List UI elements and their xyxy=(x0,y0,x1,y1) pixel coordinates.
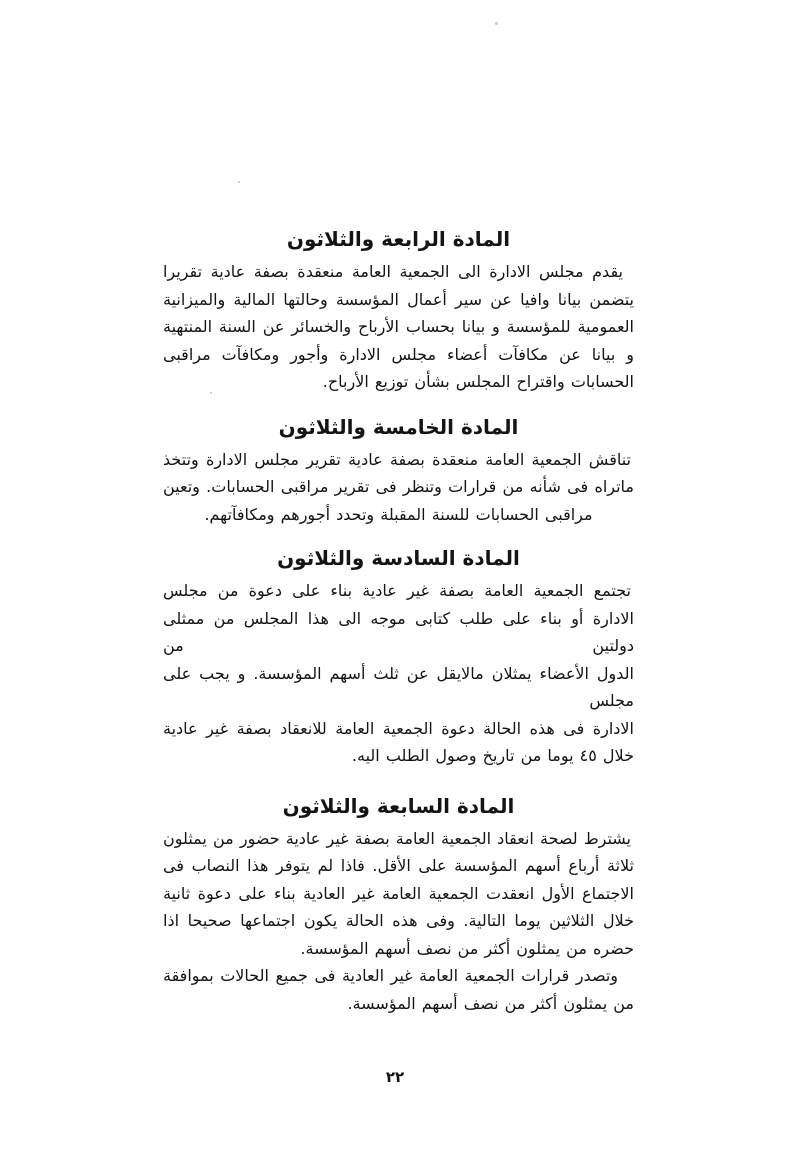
text-line: خلال الثلاثين يوما التالية. وفى هذه الحالة يكون اجتماعها صحيحا اذا xyxy=(163,911,634,930)
text-line: تناقش الجمعية العامة منعقدة بصفة عادية تقرير مجلس الادارة وتتخذ xyxy=(163,449,631,469)
article-37-paragraph-1 xyxy=(163,825,634,963)
article-35-paragraph xyxy=(163,446,634,529)
article-section-35 xyxy=(163,412,634,529)
text-line: يشترط لصحة انعقاد الجمعية العامة بصفة غير عادية حضور من يمثلون xyxy=(163,828,631,848)
text-line: الحسابات واقتراح المجلس بشأن توزيع الأرباح. xyxy=(322,372,634,391)
text-line: ماتراه فى شأنه من قرارات وتنظر فى تقرير مراقبى الحسابات. وتعين xyxy=(163,477,634,496)
scan-speck xyxy=(495,22,498,25)
text-line: العمومية للمؤسسة و بيانا بحساب الأرباح والخسائر عن السنة المنتهية xyxy=(163,317,634,336)
text-line: يتضمن بيانا وافيا عن سير أعمال المؤسسة وحالتها المالية والميزانية xyxy=(163,289,634,309)
text-line: تجتمع الجمعية العامة بصفة غير عادية بناء على دعوة من مجلس xyxy=(163,581,631,600)
article-section-36 xyxy=(163,543,634,770)
text-line: الدول الأعضاء يمثلان مالايقل عن ثلث أسهم المؤسسة. و يجب على مجلس xyxy=(163,663,634,710)
article-35-title: المادة الخامسة والثلاثون xyxy=(278,414,519,439)
article-36-paragraph xyxy=(163,577,634,770)
text-line: ثلاثة أرباع أسهم المؤسسة على الأقل. فاذا لم يتوفر هذا النصاب فى xyxy=(163,856,634,875)
text-line: خلال ٤٥ يوما من تاريخ وصول الطلب اليه. xyxy=(351,746,634,765)
article-34-paragraph xyxy=(163,258,634,396)
text-line: يقدم مجلس الادارة الى الجمعية العامة منعقدة بصفة عادية تقريرا xyxy=(163,262,623,281)
text-line: الادارة أو بناء على طلب كتابى موجه الى هذا المجلس من ممثلى دولتين من xyxy=(163,608,634,655)
article-36-title: المادة السادسة والثلاثون xyxy=(277,546,520,570)
article-37-paragraph-2 xyxy=(163,962,634,1017)
article-section-34 xyxy=(163,224,634,396)
text-line: الادارة فى هذه الحالة دعوة الجمعية العامة للانعقاد بصفة غير عادية xyxy=(163,718,634,738)
text-line: حضره من يمثلون أكثر من نصف أسهم المؤسسة. xyxy=(300,938,634,958)
text-line: من يمثلون أكثر من نصف أسهم المؤسسة. xyxy=(347,993,634,1013)
article-37-title: المادة السابعة والثلاثون xyxy=(282,793,515,818)
section-spacer xyxy=(163,770,634,791)
scan-speck xyxy=(210,392,212,394)
article-34-title: المادة الرابعة والثلاثون xyxy=(286,227,511,251)
text-line: و بيانا عن مكافآت أعضاء مجلس الادارة وأجور ومكافآت مراقبى xyxy=(163,344,634,364)
text-line: مراقبى الحسابات للسنة المقبلة وتحدد أجورهم ومكافآتهم. xyxy=(204,504,593,524)
page-number: ٢٢ xyxy=(385,1068,405,1086)
text-line: الاجتماع الأول انعقدت الجمعية العامة غير العادية بناء على دعوة ثانية xyxy=(163,883,634,903)
article-section-37 xyxy=(163,791,634,1018)
text-line: وتصدر قرارات الجمعية العامة غير العادية فى جميع الحالات بموافقة xyxy=(163,966,618,985)
article-text-block xyxy=(163,0,634,1017)
section-spacer xyxy=(163,528,634,543)
section-spacer xyxy=(163,396,634,412)
scan-speck xyxy=(238,181,240,183)
